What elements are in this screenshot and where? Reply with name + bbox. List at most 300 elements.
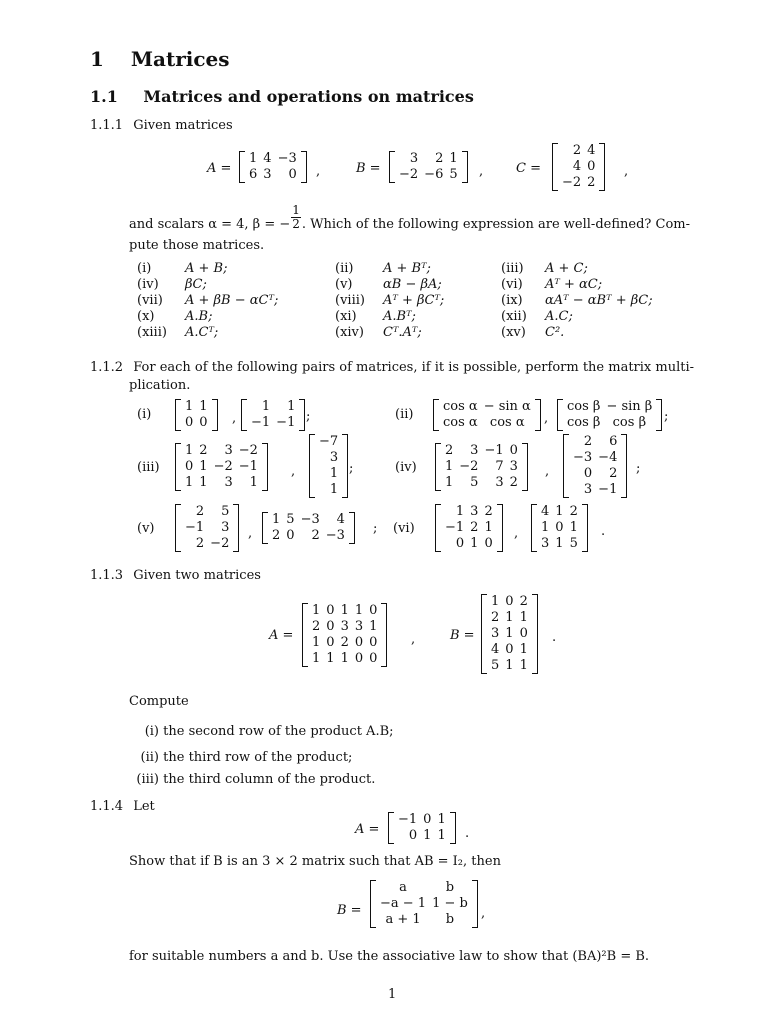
left-bracket <box>239 151 245 183</box>
matrix-entry: 1 <box>569 520 578 535</box>
matrix-entry: 1 <box>449 151 458 166</box>
expression: A.Bᵀ; <box>383 309 416 324</box>
left-bracket <box>309 434 315 498</box>
fraction-denominator: 2 <box>292 217 300 231</box>
section-title: Matrices <box>130 47 230 71</box>
matrix-entry: 1 <box>287 399 296 414</box>
matrix-entry: 3 <box>541 536 550 551</box>
right-bracket <box>621 434 627 498</box>
matrix-entry: −1 <box>251 415 271 430</box>
left-bracket <box>433 399 439 431</box>
matrix-entry: 1 <box>185 475 194 490</box>
expression-label: (xi) <box>335 309 357 324</box>
expression: A + Bᵀ; <box>383 261 431 276</box>
matrix-entry: 4 <box>336 512 345 527</box>
matrix-entry: 1 <box>437 812 446 827</box>
matrix-entry: 5 <box>221 504 230 519</box>
matrix-entry: cos α <box>489 415 525 430</box>
semicolon: ; <box>349 461 354 476</box>
matrix-entry: 2 <box>484 504 493 519</box>
right-bracket <box>522 443 528 491</box>
matrix-entry: 1 <box>555 504 564 519</box>
matrix-entry: 1 <box>249 151 258 166</box>
matrix-entry: 0 <box>583 466 593 481</box>
matrix-entry: − sin β <box>606 399 653 414</box>
problem-number: 1.1.4 <box>90 799 124 814</box>
matrix-v-b <box>262 512 355 544</box>
matrix-entry: 2 <box>272 528 281 543</box>
matrix-entry: 0 <box>354 635 364 650</box>
matrix-entry: 2 <box>470 520 479 535</box>
matrix-entry: 4 <box>587 143 596 158</box>
item-text: the third row of the product; <box>163 750 353 765</box>
matrix-entry: 1 <box>340 603 349 618</box>
expression-label: (x) <box>137 309 155 324</box>
show-text: Show that if B is an 3 × 2 matrix such that AB = I₂, then <box>129 854 501 869</box>
matrix-entry: −1 <box>185 520 205 535</box>
matrix-entry: 1 <box>555 536 564 551</box>
expression-label: (v) <box>335 277 353 292</box>
matrix-b-label: B = <box>356 161 381 176</box>
left-bracket <box>557 399 563 431</box>
matrix-entry: − sin α <box>483 399 531 414</box>
expression: A + βB − αCᵀ; <box>185 293 279 308</box>
semicolon: ; <box>664 409 669 424</box>
problem-number: 1.1.2 <box>90 360 124 375</box>
matrix-entry: 3 <box>224 475 233 490</box>
matrix-entry: −1 <box>445 520 465 535</box>
matrix-entry: 3 <box>224 443 233 458</box>
matrix-entry: 1 <box>199 459 208 474</box>
scalars-line <box>129 203 690 233</box>
expression-label: (ii) <box>335 261 354 276</box>
matrix-entry: 1 <box>437 828 446 843</box>
matrix-iii-a <box>175 443 268 491</box>
part-label-i: (i) <box>137 407 152 422</box>
matrix-entry: 3 <box>583 482 593 497</box>
right-bracket <box>472 880 478 928</box>
left-bracket <box>262 512 268 544</box>
fraction <box>291 204 301 231</box>
matrix-iv-a <box>435 443 528 491</box>
part-label-v: (v) <box>137 521 155 536</box>
matrix-entry: 3 <box>491 626 500 641</box>
period: . <box>552 630 557 645</box>
left-bracket <box>175 399 181 431</box>
left-bracket <box>241 399 247 431</box>
matrix-entry: 1 <box>261 399 271 414</box>
matrix-entry: cos β <box>567 415 601 430</box>
matrix-entry: −2 <box>210 536 230 551</box>
comma: , <box>481 906 486 921</box>
expression: A.B; <box>185 309 213 324</box>
matrix-entry: 1 <box>312 651 321 666</box>
expression: αAᵀ − αBᵀ + βC; <box>545 293 653 308</box>
matrix-entry: 2 <box>445 443 454 458</box>
comma: , <box>624 164 629 179</box>
expression-label: (vi) <box>501 277 523 292</box>
matrix-entry: 1 <box>185 443 194 458</box>
matrix-entry: 1 <box>326 651 335 666</box>
problem-intro: Given matrices <box>133 118 233 133</box>
matrix-entry: 2 <box>312 619 321 634</box>
problem-1-1-4-heading <box>90 798 155 815</box>
item-text: the second row of the product A.B; <box>163 724 394 739</box>
matrix-entry: cos α <box>443 415 478 430</box>
matrix-entry: 7 <box>495 459 504 474</box>
matrix-a-label: A = <box>355 822 380 837</box>
matrix-entry: 2 <box>569 504 578 519</box>
left-bracket <box>531 504 537 552</box>
matrix-entry: −1 <box>598 482 618 497</box>
matrix-entry: 1 <box>541 520 550 535</box>
expression-label: (viii) <box>335 293 365 308</box>
matrix-entry: 1 <box>445 459 454 474</box>
matrix-entry: −1 <box>276 415 296 430</box>
matrix-entry: 0 <box>354 651 364 666</box>
expression-row <box>137 293 675 309</box>
expression-label: (iv) <box>137 277 159 292</box>
matrix-entry: 4 <box>541 504 550 519</box>
expression: αB − βA; <box>383 277 442 292</box>
problem-intro: Let <box>133 799 155 814</box>
matrix-entry: 1 − b <box>432 896 468 911</box>
left-bracket <box>435 504 441 552</box>
matrix-entry: 2 <box>195 504 205 519</box>
matrix-entry: −7 <box>319 434 339 449</box>
right-bracket <box>381 603 387 667</box>
matrix-entry: 0 <box>199 415 208 430</box>
matrix-entry: 1 <box>199 399 208 414</box>
left-bracket <box>370 880 376 928</box>
matrix-ii-b <box>557 399 662 431</box>
matrix-entry: 1 <box>199 475 208 490</box>
compute-list <box>129 723 459 793</box>
matrix-entry: 1 <box>185 399 194 414</box>
matrix-vi-b <box>531 504 588 552</box>
matrix-entry: 2 <box>340 635 349 650</box>
part-label-iv: (iv) <box>395 460 417 475</box>
matrix-entry: −3 <box>300 512 320 527</box>
left-bracket <box>481 594 487 674</box>
matrix-entry: 3 <box>354 619 364 634</box>
item-label: (i) <box>144 724 159 739</box>
problem-1-1-2-heading <box>90 359 694 376</box>
matrix-entry: cos β <box>567 399 601 414</box>
matrix-entry: 1 <box>519 610 528 625</box>
matrix-entry: 0 <box>369 635 378 650</box>
comma: , <box>232 411 237 426</box>
matrix-entry: −3 <box>325 528 345 543</box>
comma: , <box>479 164 484 179</box>
matrix-entry: 1 <box>519 642 528 657</box>
right-bracket <box>462 151 468 183</box>
item-text: the third column of the product. <box>163 772 376 787</box>
matrix-entry: −3 <box>277 151 297 166</box>
expression-label: (iii) <box>501 261 524 276</box>
matrix-entry: 1 <box>505 626 514 641</box>
comma: , <box>544 411 549 426</box>
semicolon: ; <box>306 409 311 424</box>
matrix-entry: 5 <box>569 536 578 551</box>
matrix-a <box>239 151 307 183</box>
matrix-entry: 2 <box>609 466 618 481</box>
matrix-entry: −1 <box>398 812 418 827</box>
matrix-entry: 1 <box>484 520 493 535</box>
left-bracket <box>388 812 394 844</box>
scalars-text-rest: . Which of the following expression are well-defined? Com- <box>301 217 690 232</box>
matrix-a-label: A = <box>269 628 294 643</box>
section-number: 1 <box>90 47 104 71</box>
left-bracket <box>302 603 308 667</box>
matrix-entry: 2 <box>583 434 593 449</box>
matrix-b-label: B = <box>337 903 362 918</box>
left-bracket <box>552 143 558 191</box>
matrix-entry: 2 <box>572 143 582 158</box>
expression-row <box>137 309 675 325</box>
right-bracket <box>349 512 355 544</box>
matrix-b-label: B = <box>450 628 475 643</box>
right-bracket <box>599 143 605 191</box>
subsection-heading <box>90 87 474 106</box>
matrix-entry: 1 <box>369 619 378 634</box>
matrix-c <box>552 143 605 191</box>
semicolon: ; <box>373 521 378 536</box>
matrix-entry: 3 <box>509 459 518 474</box>
matrix-entry: 1 <box>329 482 339 497</box>
item-label: (ii) <box>140 750 159 765</box>
matrix-entry: 1 <box>491 594 500 609</box>
matrix-b-3x2 <box>370 880 478 928</box>
period: . <box>601 524 606 539</box>
expression-row <box>137 277 675 293</box>
expression: βC; <box>185 277 207 292</box>
matrix-entry: 2 <box>435 151 444 166</box>
matrix-entry: 1 <box>272 512 281 527</box>
matrix-iv-b <box>563 434 627 498</box>
expression-label: (xiii) <box>137 325 167 340</box>
matrix-entry: 0 <box>484 536 493 551</box>
problem-1-1-3-heading <box>90 567 261 584</box>
matrix-entry: −4 <box>598 450 618 465</box>
expression: A.Cᵀ; <box>185 325 219 340</box>
matrix-entry: −2 <box>459 459 479 474</box>
expression-label: (xv) <box>501 325 526 340</box>
right-bracket <box>301 151 307 183</box>
matrix-entry: 0 <box>423 812 432 827</box>
problem-number: 1.1.1 <box>90 118 124 133</box>
right-bracket <box>299 399 305 431</box>
problem-intro: Given two matrices <box>133 568 261 583</box>
matrix-v-a <box>175 504 239 552</box>
right-bracket <box>582 504 588 552</box>
matrix-entry: 3 <box>329 450 339 465</box>
matrix-entry: cos β <box>612 415 647 430</box>
matrix-entry: 1 <box>329 466 339 481</box>
matrix-c-label: C = <box>516 161 541 176</box>
matrix-entry: 2 <box>311 528 320 543</box>
matrix-entry: 0 <box>455 536 465 551</box>
matrix-entry: 0 <box>288 167 297 182</box>
right-bracket <box>656 399 662 431</box>
subsection-title: Matrices and operations on matrices <box>143 87 474 106</box>
fraction-numerator: 1 <box>292 203 300 217</box>
right-bracket <box>233 504 239 552</box>
matrix-ii-a <box>433 399 541 431</box>
matrix-entry: 1 <box>519 658 528 673</box>
problem-1-1-1-heading <box>90 117 233 134</box>
matrix-entry: 0 <box>326 635 335 650</box>
right-bracket <box>450 812 456 844</box>
matrix-entry: −2 <box>213 459 233 474</box>
matrix-entry: 0 <box>369 603 378 618</box>
matrix-entry: 1 <box>470 536 479 551</box>
matrix-entry: 3 <box>221 520 230 535</box>
matrix-entry: 4 <box>491 642 500 657</box>
right-bracket <box>535 399 541 431</box>
matrix-entry: 1 <box>340 651 349 666</box>
matrix-entry: 3 <box>470 504 479 519</box>
comma: , <box>411 632 416 647</box>
matrix-entry: 4 <box>572 159 582 174</box>
comma: , <box>291 464 296 479</box>
comma: , <box>248 526 253 541</box>
matrix-b <box>389 151 468 183</box>
expression: Aᵀ + αC; <box>545 277 603 292</box>
right-bracket <box>262 443 268 491</box>
list-item <box>129 771 459 793</box>
expression-label: (ix) <box>501 293 523 308</box>
matrix-a-4x5 <box>302 603 387 667</box>
matrix-i-b <box>241 399 305 431</box>
conclusion-text: for suitable numbers a and b. Use the associative law to show that (BA)²B = B. <box>129 949 650 964</box>
part-label-ii: (ii) <box>395 407 414 422</box>
matrix-entry: −1 <box>484 443 504 458</box>
matrix-iii-b <box>309 434 348 498</box>
matrix-entry: 3 <box>495 475 504 490</box>
matrix-entry: cos α <box>443 399 478 414</box>
matrix-entry: 5 <box>449 167 458 182</box>
matrix-entry: 0 <box>286 528 295 543</box>
matrix-entry: 5 <box>491 658 500 673</box>
matrix-entry: 0 <box>519 626 528 641</box>
matrix-entry: 6 <box>609 434 618 449</box>
matrix-entry: 1 <box>249 475 258 490</box>
expression-label: (xii) <box>501 309 527 324</box>
matrix-entry: 0 <box>369 651 378 666</box>
matrix-entry: 2 <box>491 610 500 625</box>
part-label-vi: (vi) <box>393 521 415 536</box>
matrix-b-5x3 <box>481 594 538 674</box>
matrix-entry: 0 <box>555 520 564 535</box>
problem-text: For each of the following pairs of matrices, if it is possible, perform the matrix multi- <box>133 360 695 375</box>
expression: Cᵀ.Aᵀ; <box>383 325 422 340</box>
right-bracket <box>342 434 348 498</box>
matrix-vi-a <box>435 504 503 552</box>
matrix-entry: 2 <box>519 594 528 609</box>
list-item <box>129 723 459 749</box>
matrix-entry: 3 <box>263 167 272 182</box>
matrix-entry: 0 <box>505 594 514 609</box>
matrix-entry: 2 <box>587 175 596 190</box>
expression-label: (i) <box>137 261 152 276</box>
problem-text-2: plication. <box>129 378 191 393</box>
matrix-entry: 1 <box>423 828 432 843</box>
expression-row <box>137 261 675 277</box>
matrix-entry: 1 <box>455 504 465 519</box>
expression-list <box>137 261 675 341</box>
section-heading <box>90 47 230 71</box>
item-label: (iii) <box>136 772 159 787</box>
matrix-entry: 0 <box>185 415 194 430</box>
matrix-entry: 2 <box>199 443 208 458</box>
expression-label: (vii) <box>137 293 163 308</box>
matrix-entry: 3 <box>470 443 479 458</box>
matrix-entry: 0 <box>185 459 194 474</box>
left-bracket <box>175 443 181 491</box>
matrix-entry: −a − 1 <box>380 896 427 911</box>
part-label-iii: (iii) <box>137 460 160 475</box>
left-bracket <box>563 434 569 498</box>
matrix-entry: 0 <box>505 642 514 657</box>
left-bracket <box>389 151 395 183</box>
period: . <box>465 826 470 841</box>
matrix-entry: −2 <box>562 175 582 190</box>
scalars-line-2: pute those matrices. <box>129 238 265 253</box>
comma: , <box>514 526 519 541</box>
comma: , <box>545 464 550 479</box>
matrix-entry: −6 <box>424 167 444 182</box>
compute-text: Compute <box>129 694 189 709</box>
right-bracket <box>532 594 538 674</box>
expression-row <box>137 325 675 341</box>
matrix-entry: 1 <box>312 603 321 618</box>
matrix-entry: −2 <box>238 443 258 458</box>
matrix-entry: 2 <box>509 475 518 490</box>
comma: , <box>316 164 321 179</box>
matrix-entry: 3 <box>340 619 349 634</box>
matrix-entry: 1 <box>445 475 454 490</box>
matrix-entry: 3 <box>409 151 419 166</box>
matrix-entry: −2 <box>399 167 419 182</box>
matrix-a-label: A = <box>207 161 232 176</box>
matrix-entry: 5 <box>286 512 295 527</box>
matrix-entry: 6 <box>249 167 258 182</box>
left-bracket <box>435 443 441 491</box>
matrix-entry: 0 <box>326 603 335 618</box>
list-item <box>129 749 459 771</box>
expression: A.C; <box>545 309 573 324</box>
expression: C². <box>545 325 565 340</box>
matrix-entry: 4 <box>263 151 272 166</box>
matrix-entry: 1 <box>505 610 514 625</box>
matrix-entry: a <box>399 880 407 895</box>
expression: A + C; <box>545 261 588 276</box>
matrix-entry: 0 <box>408 828 418 843</box>
matrix-a-2x3 <box>388 812 456 844</box>
expression: Aᵀ + βCᵀ; <box>383 293 445 308</box>
right-bracket <box>212 399 218 431</box>
matrix-entry: 1 <box>354 603 364 618</box>
matrix-entry: 0 <box>509 443 518 458</box>
matrix-entry: 0 <box>326 619 335 634</box>
page-number: 1 <box>388 987 397 1002</box>
problem-number: 1.1.3 <box>90 568 124 583</box>
expression-label: (xiv) <box>335 325 364 340</box>
matrix-entry: b <box>445 912 455 927</box>
matrix-entry: 1 <box>505 658 514 673</box>
matrix-entry: b <box>445 880 455 895</box>
